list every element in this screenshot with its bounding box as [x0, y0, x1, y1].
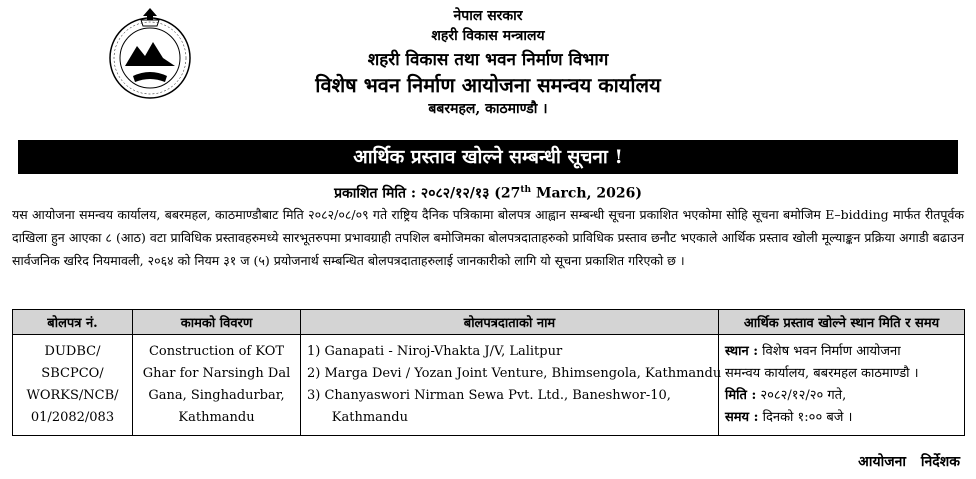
notice-title-banner: आर्थिक प्रस्ताव खोल्ने सम्बन्धी सूचना !: [18, 140, 958, 174]
bidder-item: 1) Ganapati - Niroj-Vhakta J/V, Lalitpur: [307, 344, 563, 359]
description-cell: [133, 335, 301, 436]
bid-no-cell: [13, 335, 133, 436]
opening-details-cell: [719, 335, 965, 436]
signatory-title: आयोजना निर्देशक: [858, 454, 960, 470]
header-bid-no: बोलपत्र नं.: [13, 310, 133, 335]
government-name: नेपाल सरकार: [453, 8, 523, 24]
place-value-cont: समन्वय कार्यालय, बबरमहल काठमाण्डौ ।: [725, 366, 919, 381]
description-line: Construction of KOT: [148, 344, 285, 359]
header-opening-details: आर्थिक प्रस्ताव खोल्ने स्थान मिति र समय: [719, 310, 965, 335]
bid-no-line: 01/2082/083: [30, 410, 115, 425]
place-value: विशेष भवन निर्माण आयोजना: [762, 344, 901, 359]
description-line: Kathmandu: [178, 410, 255, 425]
header-work-description: कामको विवरण: [133, 310, 301, 335]
table-row: [13, 335, 965, 436]
bidder-item: 2) Marga Devi / Yozan Joint Venture, Bhimsengola, Kathmandu: [307, 366, 722, 381]
bid-no-line: DUDBC/: [44, 344, 101, 359]
department-name: शहरी विकास तथा भवन निर्माण विभाग: [367, 50, 609, 70]
letterhead: [0, 6, 976, 120]
time-label: समय :: [725, 410, 759, 425]
time-value: दिनको १:०० बजे ।: [762, 410, 853, 425]
ministry-name: शहरी विकास मन्त्रालय: [431, 28, 545, 44]
table-header-row: [13, 310, 965, 335]
office-address: बबरमहल, काठमाण्डौ ।: [428, 101, 548, 117]
published-date: [0, 180, 976, 204]
published-date-sup: th: [520, 185, 532, 195]
bidder-item: 3) Chanyaswori Nirman Sewa Pvt. Ltd., Baneshwor-10,: [307, 388, 671, 403]
header-bidder-names: बोलपत्रदाताको नाम: [301, 310, 719, 335]
bid-no-line: WORKS/NCB/: [26, 388, 119, 403]
bid-no-line: SBCPCO/: [41, 366, 104, 381]
date-value: २०८२/१२/२० गते,: [760, 388, 847, 403]
published-date-label: प्रकाशित मिति : २०८२/१२/१३ (27: [334, 185, 521, 202]
bid-table: [12, 309, 965, 436]
notice-body: यस आयोजना समन्वय कार्यालय, बबरमहल, काठमाण्डौबाट मिति २०८२/०८/०९ गते राष्ट्रिय दैनिक पत्रिकामा बोलपत्र आह्वान सम्बन्धी सूचना प्रकाशित भएकोमा सोहि सूचना बमोजिम E–bidding मार्फत रीतपूर्वक दाखिला हुन आएका ८ (आठ) वटा प्राविधिक प्रस्तावहरुमध्ये सारभूतरुपमा प्रभावग्राही तपशिल बमोजिमका बोलपत्रदाताहरुको प्राविधिक प्रस्ताव छनौट भएकाले आर्थिक प्रस्ताव खोली मूल्याङ्कन प्रक्रिया अगाडी बढाउन सार्वजनिक खरिद नियमावली, २०६४ को नियम ३१ ज (५) प्रयोजनार्थ सम्बन्धित बोलपत्रदाताहरुलाई जानकारीको लागि यो सूचना प्रकाशित गरिएको छ ।: [12, 207, 964, 268]
date-label: मिति :: [725, 388, 757, 403]
published-date-rest: March, 2026): [531, 185, 642, 202]
description-line: Gana, Singhadurbar,: [148, 388, 285, 403]
office-name: विशेष भवन निर्माण आयोजना समन्वय कार्यालय: [315, 73, 661, 97]
place-label: स्थान :: [725, 344, 759, 359]
bidders-cell: [301, 335, 722, 436]
bidder-item: Kathmandu: [307, 410, 408, 425]
description-line: Ghar for Narsingh Dal: [142, 366, 291, 381]
